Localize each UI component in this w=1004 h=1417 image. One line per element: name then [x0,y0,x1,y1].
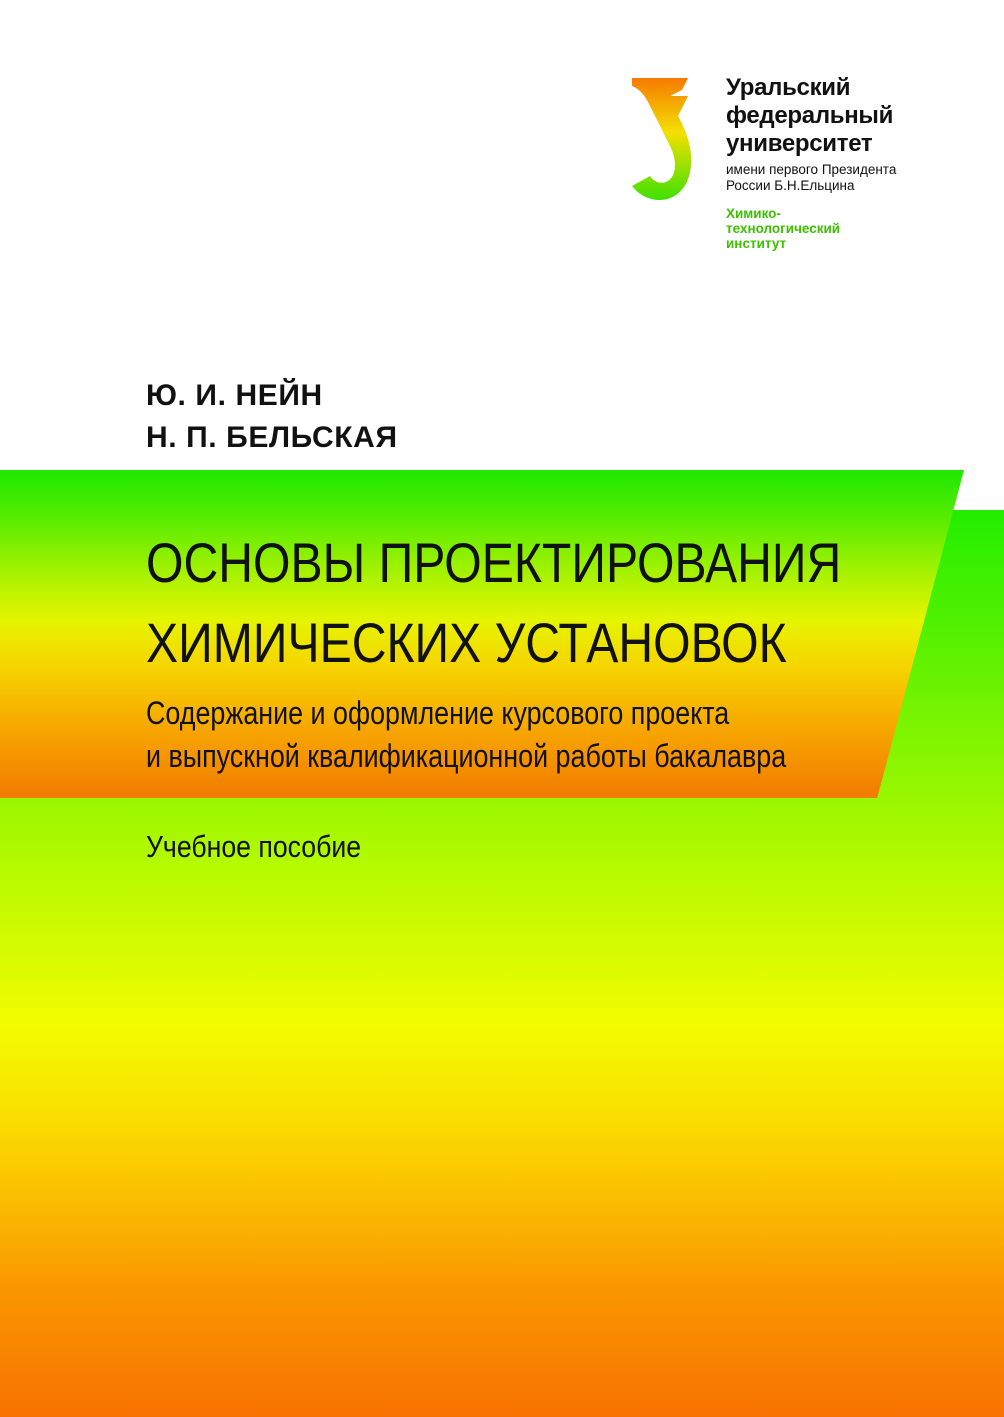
ural-university-u-logo-icon [630,76,720,202]
book-title-line: ОСНОВЫ ПРОЕКТИРОВАНИЯ [146,531,842,594]
institute-name: Химико- технологический институт [726,206,841,251]
book-subtitle-line: Содержание и оформление курсового проекта [146,695,730,731]
author-name: Ю. И. НЕЙН [146,379,323,412]
university-subtitle: имени первого Президента России Б.Н.Ельцина [726,162,897,193]
book-title-line: ХИМИЧЕСКИХ УСТАНОВОК [146,611,787,674]
document-type: Учебное пособие [146,829,362,864]
university-logo [630,74,930,264]
university-name: Уральский федеральный университет [726,74,894,157]
book-subtitle-line: и выпускной квалификационной работы бакалавра [146,738,787,774]
author-name: Н. П. БЕЛЬСКАЯ [146,421,398,454]
